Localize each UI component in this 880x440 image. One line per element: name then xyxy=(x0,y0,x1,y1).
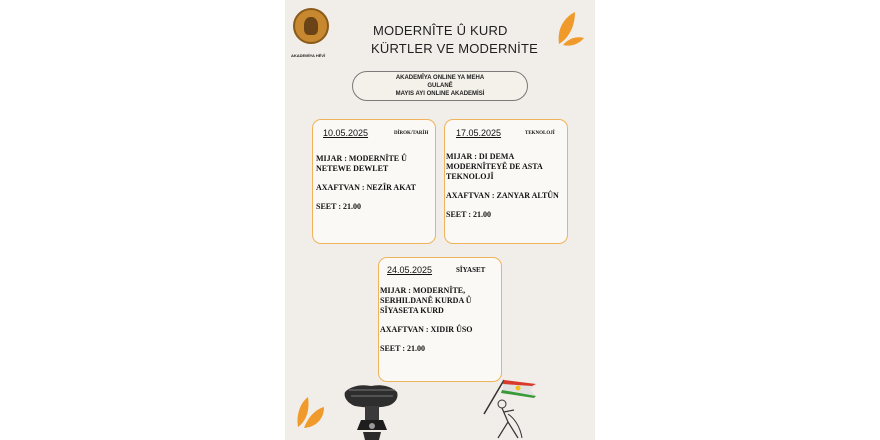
header-banner xyxy=(352,71,528,101)
session-time: SEET : 21.00 xyxy=(446,210,491,219)
org-name: AKADEMÎYA HÊVÎ xyxy=(291,53,326,58)
leaf-icon-bottom-left xyxy=(294,393,326,429)
session-topic: MIJAR : MODERNÎTE, SERHILDANÊ KURDA Û SÎYASETA KURD xyxy=(380,286,472,315)
session-date: 17.05.2025 xyxy=(456,128,502,138)
session-speaker: AXAFTVAN : XIDIR ÛSO xyxy=(380,325,473,334)
session-card-3 xyxy=(378,257,502,382)
header-line-2: GULANÊ xyxy=(427,83,453,89)
session-date: 24.05.2025 xyxy=(387,265,433,275)
session-date: 10.05.2025 xyxy=(323,128,369,138)
session-tag: DÎROK/TARİH xyxy=(394,131,429,136)
title-kurdish: MODERNÎTE Û KURD xyxy=(373,23,508,38)
session-card-2 xyxy=(444,119,568,244)
session-card-1 xyxy=(312,119,436,244)
session-topic: MIJAR : DI DEMA MODERNÎTEYÊ DE ASTA TEKNOLOJÎ xyxy=(446,152,543,181)
poster xyxy=(285,0,595,440)
portrait-icon xyxy=(304,17,318,35)
leaf-icon-top-right xyxy=(553,10,585,46)
session-speaker: AXAFTVAN : NEZÎR AKAT xyxy=(316,183,416,192)
session-time: SEET : 21.00 xyxy=(316,202,361,211)
session-tag: SÎYASET xyxy=(456,266,486,274)
raised-fist-illustration xyxy=(341,378,403,440)
session-topic: MIJAR : MODERNÎTE Û NETEWE DEWLET xyxy=(316,154,407,173)
academy-logo xyxy=(293,8,329,44)
session-time: SEET : 21.00 xyxy=(380,344,425,353)
session-speaker: AXAFTVAN : ZANYAR ALTÛN xyxy=(446,191,559,200)
title-turkish: KÜRTLER VE MODERNİTE xyxy=(371,41,539,56)
session-tag: TEKNOLOJÎ xyxy=(525,131,555,136)
header-line-1: AKADEMÎYA ONLINE YA MEHA xyxy=(395,75,485,81)
flag-bearer-illustration xyxy=(478,374,542,440)
header-line-3: MAYIS AYI ONLINE AKADEMİSİ xyxy=(395,91,485,97)
